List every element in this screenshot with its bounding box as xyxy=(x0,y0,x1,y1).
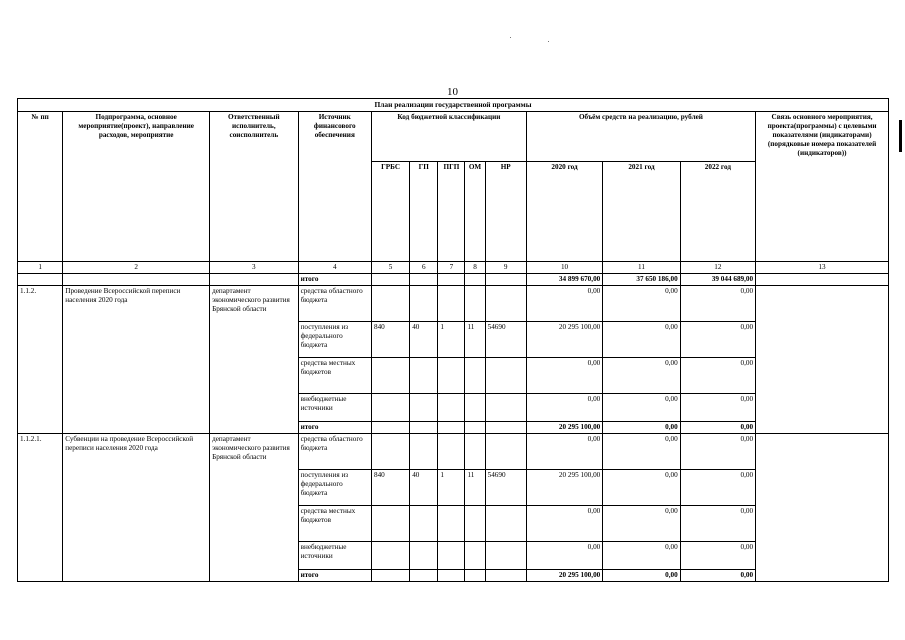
total-2020: 34 899 670,00 xyxy=(526,274,602,286)
header-grbs: ГРБС xyxy=(371,162,409,262)
np-cell xyxy=(485,434,526,470)
np-cell xyxy=(485,394,526,422)
om-cell xyxy=(465,358,485,394)
section-number: 1.1.2.1. xyxy=(18,434,63,582)
header-np: НР xyxy=(485,162,526,262)
column-number: 12 xyxy=(680,262,755,274)
header-pgp: ПГП xyxy=(438,162,465,262)
pgp-cell xyxy=(438,286,465,322)
section-executor: департамент экономического развития Брянской области xyxy=(210,434,299,582)
funding-source: средства местных бюджетов xyxy=(298,358,371,394)
header-source: Источник финансового обеспечения xyxy=(298,112,371,262)
funding-source: поступления из федерального бюджета xyxy=(298,322,371,358)
header-gp: ГП xyxy=(410,162,438,262)
pgp-cell xyxy=(438,434,465,470)
pgp-cell xyxy=(438,394,465,422)
value-2021: 0,00 xyxy=(603,322,680,358)
total-2020: 20 295 100,00 xyxy=(526,422,602,434)
header-executor: Ответственный исполнитель, соисполнитель xyxy=(210,112,299,262)
om-cell xyxy=(465,506,485,542)
total-2021: 0,00 xyxy=(603,570,680,582)
value-2022: 0,00 xyxy=(680,286,755,322)
header-2020: 2020 год xyxy=(526,162,602,262)
margin-mark xyxy=(899,120,902,152)
value-2020: 0,00 xyxy=(526,394,602,422)
total-label: итого xyxy=(298,274,371,286)
gp-cell xyxy=(410,358,438,394)
scan-speck xyxy=(510,37,511,38)
column-number: 8 xyxy=(465,262,485,274)
value-2022: 0,00 xyxy=(680,542,755,570)
funding-source: внебюджетные источники xyxy=(298,394,371,422)
grbs-cell xyxy=(371,434,409,470)
value-2021: 0,00 xyxy=(603,358,680,394)
pgp-cell: 1 xyxy=(438,470,465,506)
section-1-1-2-1 xyxy=(18,434,889,582)
value-2020: 0,00 xyxy=(526,542,602,570)
indicator-link-cell xyxy=(756,286,889,434)
value-2022: 0,00 xyxy=(680,506,755,542)
column-number: 2 xyxy=(63,262,210,274)
total-2021: 0,00 xyxy=(603,422,680,434)
column-number: 7 xyxy=(438,262,465,274)
column-number-row xyxy=(18,262,889,274)
value-2022: 0,00 xyxy=(680,322,755,358)
gp-cell: 40 xyxy=(410,470,438,506)
header-num: № пп xyxy=(18,112,63,262)
value-2021: 0,00 xyxy=(603,394,680,422)
section-number: 1.1.2. xyxy=(18,286,63,434)
om-cell: 11 xyxy=(465,322,485,358)
value-2020: 20 295 100,00 xyxy=(526,470,602,506)
section-executor: департамент экономического развития Брянской области xyxy=(210,286,299,434)
section-1-1-2 xyxy=(18,286,889,434)
column-number: 9 xyxy=(485,262,526,274)
value-2021: 0,00 xyxy=(603,470,680,506)
column-number: 6 xyxy=(410,262,438,274)
gp-cell xyxy=(410,286,438,322)
om-cell xyxy=(465,394,485,422)
value-2022: 0,00 xyxy=(680,434,755,470)
header-volume: Объём средств на реализацию, рублей xyxy=(526,112,755,162)
total-2022: 0,00 xyxy=(680,422,755,434)
column-number: 13 xyxy=(756,262,889,274)
value-2021: 0,00 xyxy=(603,542,680,570)
np-cell xyxy=(485,358,526,394)
indicator-link-cell xyxy=(756,434,889,582)
np-cell xyxy=(485,542,526,570)
gp-cell xyxy=(410,434,438,470)
table-row xyxy=(18,434,889,470)
value-2021: 0,00 xyxy=(603,286,680,322)
program-total-row xyxy=(18,274,889,286)
total-2022: 0,00 xyxy=(680,570,755,582)
funding-source: внебюджетные источники xyxy=(298,542,371,570)
value-2021: 0,00 xyxy=(603,506,680,542)
grbs-cell xyxy=(371,358,409,394)
total-label: итого xyxy=(298,422,371,434)
header-link: Связь основного мероприятия, проекта(программы) с целевыми показателями (индикаторами) (порядковые номера показателей (индикаторов)) xyxy=(756,112,889,262)
funding-source: средства местных бюджетов xyxy=(298,506,371,542)
np-cell xyxy=(485,506,526,542)
value-2020: 0,00 xyxy=(526,358,602,394)
value-2022: 0,00 xyxy=(680,394,755,422)
value-2020: 0,00 xyxy=(526,434,602,470)
table-row xyxy=(18,286,889,322)
column-number: 1 xyxy=(18,262,63,274)
pgp-cell xyxy=(438,506,465,542)
header-2021: 2021 год xyxy=(603,162,680,262)
pgp-cell xyxy=(438,358,465,394)
np-cell: 54690 xyxy=(485,470,526,506)
grbs-cell: 840 xyxy=(371,470,409,506)
funding-source: поступления из федерального бюджета xyxy=(298,470,371,506)
funding-source: средства областного бюджета xyxy=(298,434,371,470)
grbs-cell xyxy=(371,286,409,322)
section-title: Субвенции на проведение Всероссийской переписи населения 2020 года xyxy=(63,434,210,582)
funding-source: средства областного бюджета xyxy=(298,286,371,322)
value-2020: 20 295 100,00 xyxy=(526,322,602,358)
om-cell xyxy=(465,434,485,470)
plan-table xyxy=(17,98,889,582)
value-2021: 0,00 xyxy=(603,434,680,470)
page-number: 10 xyxy=(447,86,458,98)
np-cell xyxy=(485,286,526,322)
total-label: итого xyxy=(298,570,371,582)
total-2021: 37 650 186,00 xyxy=(603,274,680,286)
total-2020: 20 295 100,00 xyxy=(526,570,602,582)
gp-cell xyxy=(410,394,438,422)
column-number: 10 xyxy=(526,262,602,274)
column-number: 5 xyxy=(371,262,409,274)
gp-cell xyxy=(410,506,438,542)
grbs-cell xyxy=(371,542,409,570)
gp-cell: 40 xyxy=(410,322,438,358)
header-2022: 2022 год xyxy=(680,162,755,262)
header-subprogram: Подпрограмма, основное мероприятие(проект), направление расходов, мероприятие xyxy=(63,112,210,262)
section-title: Проведение Всероссийской переписи населения 2020 года xyxy=(63,286,210,434)
om-cell: 11 xyxy=(465,470,485,506)
np-cell: 54690 xyxy=(485,322,526,358)
value-2020: 0,00 xyxy=(526,506,602,542)
gp-cell xyxy=(410,542,438,570)
grbs-cell xyxy=(371,506,409,542)
scan-speck xyxy=(548,41,549,42)
pgp-cell: 1 xyxy=(438,322,465,358)
column-number: 3 xyxy=(210,262,299,274)
value-2022: 0,00 xyxy=(680,470,755,506)
header-budget-code: Код бюджетной классификации xyxy=(371,112,526,162)
pgp-cell xyxy=(438,542,465,570)
table-title: План реализации государственной программы xyxy=(18,99,889,112)
column-number: 11 xyxy=(603,262,680,274)
column-number: 4 xyxy=(298,262,371,274)
om-cell xyxy=(465,286,485,322)
value-2020: 0,00 xyxy=(526,286,602,322)
value-2022: 0,00 xyxy=(680,358,755,394)
om-cell xyxy=(465,542,485,570)
total-2022: 39 044 689,00 xyxy=(680,274,755,286)
grbs-cell xyxy=(371,394,409,422)
grbs-cell: 840 xyxy=(371,322,409,358)
header-om: ОМ xyxy=(465,162,485,262)
